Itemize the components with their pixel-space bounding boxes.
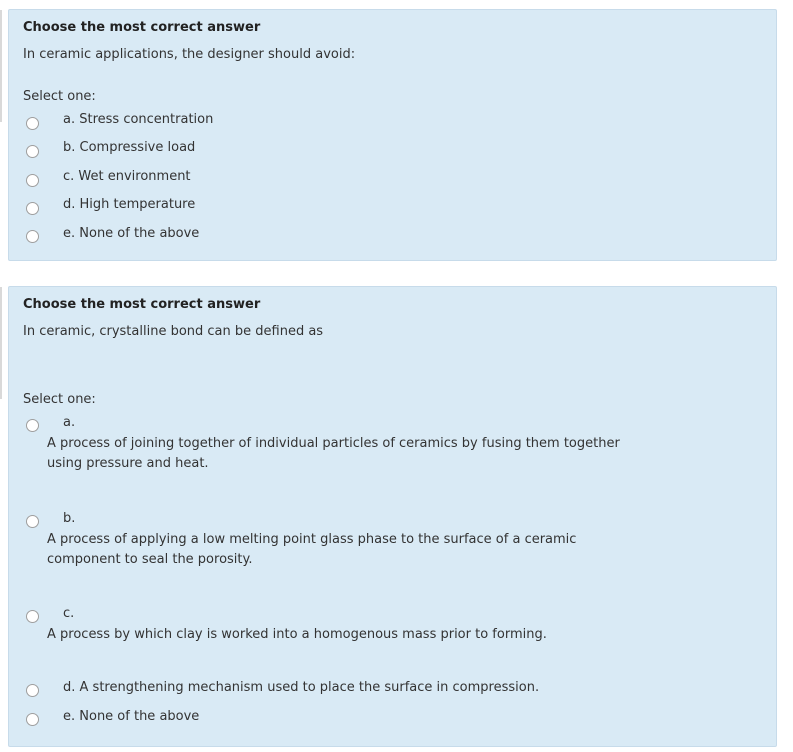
radio-button-e[interactable] — [26, 713, 39, 726]
radio-button-d[interactable] — [26, 202, 39, 215]
option-label-d[interactable]: d. A strengthening mechanism used to place the surface in compression. — [63, 680, 540, 695]
radio-button-b[interactable] — [26, 515, 39, 528]
option-label-a[interactable]: a. Stress concentration — [63, 112, 214, 127]
question-heading: Choose the most correct answer — [23, 20, 261, 35]
question-heading: Choose the most correct answer — [23, 297, 261, 312]
option-label-b[interactable]: b. Compressive load — [63, 140, 196, 155]
radio-button-a[interactable] — [26, 117, 39, 130]
left-edge-marker — [0, 10, 2, 122]
option-text-a[interactable]: A process of joining together of individual particles of ceramics by fusing them together using pressure and heat. — [47, 436, 620, 471]
radio-button-e[interactable] — [26, 230, 39, 243]
option-label-a[interactable]: a. — [63, 415, 76, 430]
question-prompt: In ceramic, crystalline bond can be defined as — [23, 324, 324, 339]
radio-button-c[interactable] — [26, 174, 39, 187]
radio-button-a[interactable] — [26, 419, 39, 432]
radio-button-c[interactable] — [26, 610, 39, 623]
option-label-e[interactable]: e. None of the above — [63, 226, 200, 241]
radio-button-d[interactable] — [26, 684, 39, 697]
option-label-c[interactable]: c. Wet environment — [63, 169, 191, 184]
select-one-label: Select one: — [23, 392, 96, 407]
question-card-2 — [8, 286, 777, 747]
select-one-label: Select one: — [23, 89, 96, 104]
option-label-b[interactable]: b. — [63, 511, 76, 526]
question-card-1 — [8, 9, 777, 261]
left-edge-marker — [0, 287, 2, 399]
option-text-c[interactable]: A process by which clay is worked into a homogenous mass prior to forming. — [47, 627, 547, 642]
radio-button-b[interactable] — [26, 145, 39, 158]
question-prompt: In ceramic applications, the designer should avoid: — [23, 47, 356, 62]
option-label-d[interactable]: d. High temperature — [63, 197, 196, 212]
option-text-b[interactable]: A process of applying a low melting point glass phase to the surface of a ceramic component to seal the porosity. — [47, 532, 577, 567]
option-label-c[interactable]: c. — [63, 606, 75, 621]
option-label-e[interactable]: e. None of the above — [63, 709, 200, 724]
